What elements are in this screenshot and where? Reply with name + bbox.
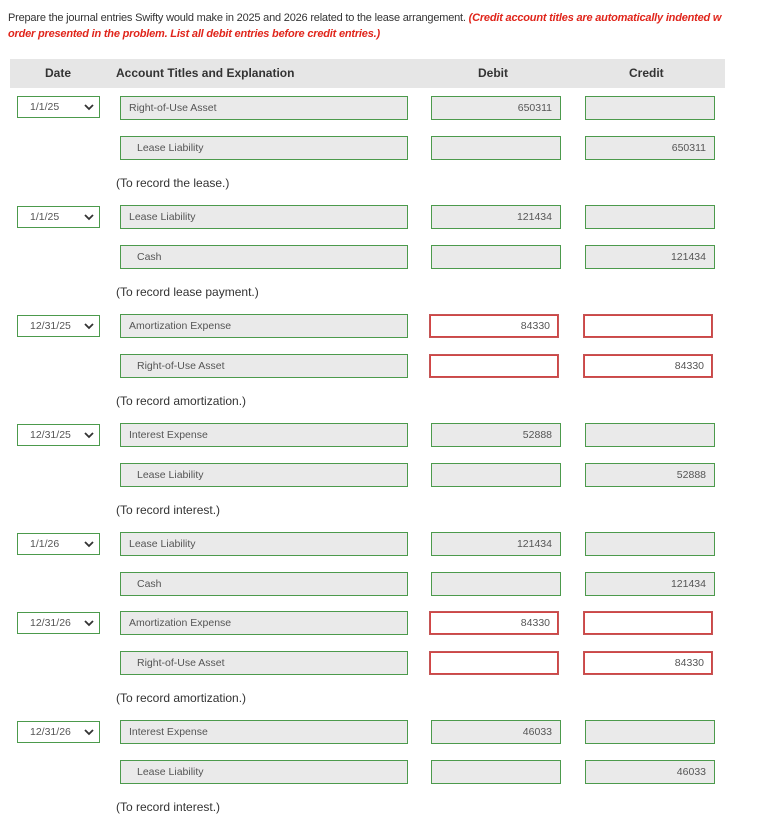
account-field[interactable]: Amortization Expense (120, 314, 408, 338)
account-field[interactable]: Right-of-Use Asset (120, 96, 408, 120)
debit-field[interactable] (431, 136, 561, 160)
account-field[interactable]: Cash (120, 245, 408, 269)
credit-field[interactable]: 46033 (585, 760, 715, 784)
debit-field[interactable] (429, 354, 559, 378)
chevron-down-icon (84, 432, 94, 439)
entry-explanation: (To record amortization.) (116, 691, 247, 705)
account-field[interactable]: Cash (120, 572, 408, 596)
chevron-down-icon (84, 620, 94, 627)
date-value: 12/31/25 (30, 320, 71, 332)
debit-field[interactable] (429, 651, 559, 675)
entry-explanation: (To record lease payment.) (116, 285, 259, 299)
account-field[interactable]: Amortization Expense (120, 611, 408, 635)
header-credit: Credit (629, 66, 664, 80)
debit-field[interactable]: 46033 (431, 720, 561, 744)
credit-field[interactable]: 121434 (585, 572, 715, 596)
credit-field[interactable] (583, 314, 713, 338)
entry-explanation: (To record interest.) (116, 800, 221, 814)
debit-field[interactable]: 84330 (429, 611, 559, 635)
account-field[interactable]: Lease Liability (120, 760, 408, 784)
debit-field[interactable]: 52888 (431, 423, 561, 447)
date-select[interactable] (17, 612, 100, 634)
account-field[interactable]: Lease Liability (120, 532, 408, 556)
date-select[interactable] (17, 533, 100, 555)
account-field[interactable]: Lease Liability (120, 205, 408, 229)
date-select[interactable] (17, 96, 100, 118)
date-value: 1/1/25 (30, 101, 60, 113)
date-select[interactable] (17, 721, 100, 743)
credit-field[interactable]: 121434 (585, 245, 715, 269)
debit-field[interactable]: 121434 (431, 532, 561, 556)
date-value: 12/31/25 (30, 429, 71, 441)
date-value: 1/1/26 (30, 538, 60, 550)
credit-field[interactable]: 84330 (583, 651, 713, 675)
debit-field[interactable]: 650311 (431, 96, 561, 120)
account-field[interactable]: Interest Expense (120, 423, 408, 447)
table-header (10, 59, 725, 88)
debit-field[interactable] (431, 760, 561, 784)
debit-field[interactable] (431, 572, 561, 596)
debit-field[interactable] (431, 463, 561, 487)
header-date: Date (45, 66, 72, 80)
chevron-down-icon (84, 104, 94, 111)
account-field[interactable]: Interest Expense (120, 720, 408, 744)
debit-field[interactable] (431, 245, 561, 269)
credit-field[interactable] (585, 423, 715, 447)
entry-explanation: (To record interest.) (116, 503, 221, 517)
chevron-down-icon (84, 729, 94, 736)
credit-field[interactable] (583, 611, 713, 635)
credit-field[interactable] (585, 532, 715, 556)
chevron-down-icon (84, 541, 94, 548)
credit-field[interactable]: 52888 (585, 463, 715, 487)
date-value: 12/31/26 (30, 617, 71, 629)
credit-field[interactable] (585, 96, 715, 120)
date-value: 12/31/26 (30, 726, 71, 738)
entry-explanation: (To record amortization.) (116, 394, 247, 408)
debit-field[interactable]: 84330 (429, 314, 559, 338)
account-field[interactable]: Lease Liability (120, 136, 408, 160)
instructions-emphasis: (Credit account titles are automatically indented w (468, 12, 722, 24)
header-account: Account Titles and Explanation (116, 66, 295, 80)
credit-field[interactable]: 650311 (585, 136, 715, 160)
credit-field[interactable]: 84330 (583, 354, 713, 378)
instructions-line-2: order presented in the problem. List all debit entries before credit entries.) (8, 28, 380, 40)
chevron-down-icon (84, 323, 94, 330)
debit-field[interactable]: 121434 (431, 205, 561, 229)
instructions-text: Prepare the journal entries Swifty would make in 2025 and 2026 related to the lease arrangement. (8, 12, 466, 24)
date-value: 1/1/25 (30, 211, 60, 223)
chevron-down-icon (84, 214, 94, 221)
date-select[interactable] (17, 315, 100, 337)
instructions-line-1 (8, 10, 761, 26)
date-select[interactable] (17, 424, 100, 446)
account-field[interactable]: Right-of-Use Asset (120, 354, 408, 378)
entry-explanation: (To record the lease.) (116, 176, 230, 190)
header-debit: Debit (478, 66, 508, 80)
credit-field[interactable] (585, 720, 715, 744)
account-field[interactable]: Lease Liability (120, 463, 408, 487)
date-select[interactable] (17, 206, 100, 228)
credit-field[interactable] (585, 205, 715, 229)
account-field[interactable]: Right-of-Use Asset (120, 651, 408, 675)
